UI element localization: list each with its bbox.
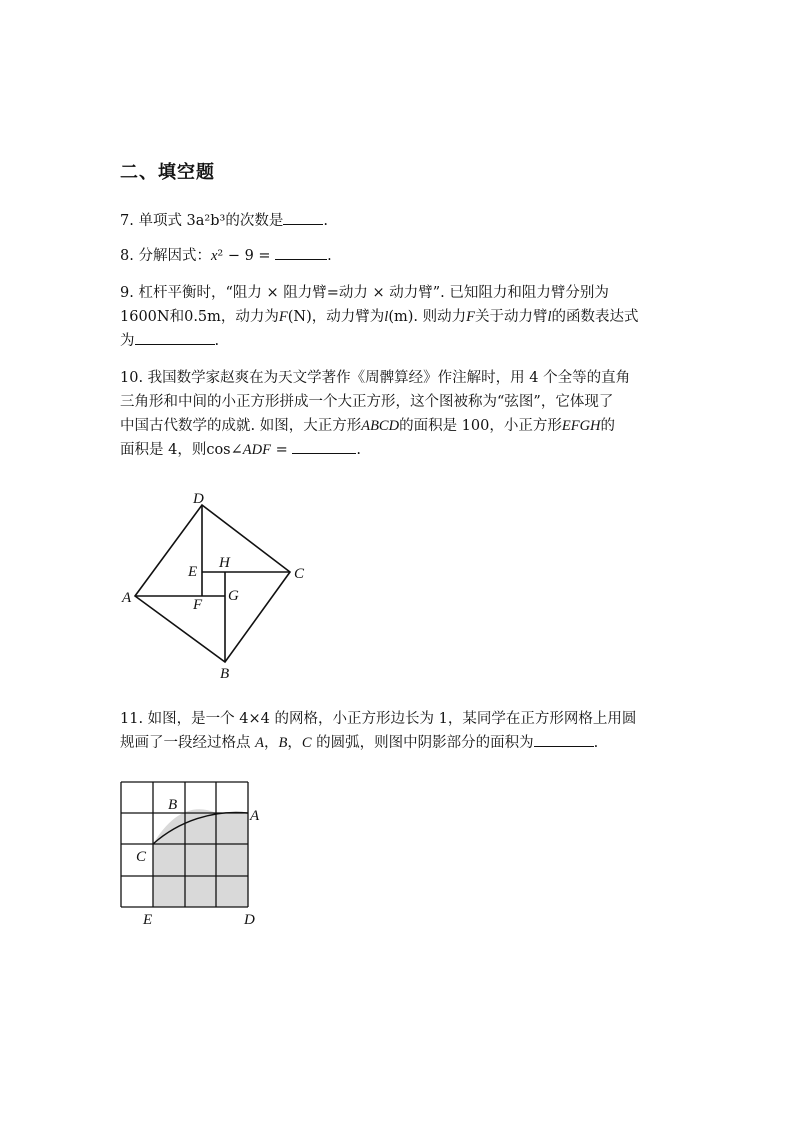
answer-blank[interactable] xyxy=(135,330,215,345)
label-D: D xyxy=(193,491,204,507)
question-9-line-2: 1600N和0.5m，动力为F(N)，动力臂为l(m). 则动力F关于动力臂l的函数表达式 xyxy=(120,309,639,325)
label-C: C xyxy=(136,849,147,865)
answer-blank[interactable] xyxy=(283,210,323,225)
question-11-line-1: 11. 如图，是一个 4×4 的网格，小正方形边长为 1，某同学在正方形网格上用圆 xyxy=(120,711,637,727)
label-H: H xyxy=(219,555,230,571)
section-title: 二、填空题 xyxy=(120,162,215,183)
label-C: C xyxy=(294,566,305,582)
label-A: A xyxy=(250,808,260,824)
answer-blank[interactable] xyxy=(275,245,327,260)
label-G: G xyxy=(228,588,239,604)
question-10-line-4: 面积是 4，则cos∠ADF = . xyxy=(120,438,361,462)
chord-diagram-figure xyxy=(110,486,320,686)
question-10-line-2: 三角形和中间的小正方形拼成一个大正方形，这个图被称为“弦图”，它体现了 xyxy=(120,394,614,410)
question-10-line-1: 10. 我国数学家赵爽在为天文学著作《周髀算经》作注解时，用 4 个全等的直角 xyxy=(120,370,631,386)
label-D: D xyxy=(244,912,255,928)
label-F: F xyxy=(193,597,203,613)
label-B: B xyxy=(220,666,230,682)
question-9-line-1: 9. 杠杆平衡时，“阻力 × 阻力臂=动力 × 动力臂”. 已知阻力和阻力臂分别为 xyxy=(120,285,609,301)
question-9-line-3: 为 . xyxy=(120,329,219,353)
shaded-region xyxy=(153,809,248,907)
question-7: 7. 单项式 3a²b³的次数是 . xyxy=(120,209,328,233)
answer-blank[interactable] xyxy=(534,732,594,747)
question-10-line-3: 中国古代数学的成就. 如图，大正方形ABCD的面积是 100，小正方形EFGH的 xyxy=(120,418,616,434)
label-E: E xyxy=(143,912,153,928)
outer-square xyxy=(135,505,290,662)
label-E: E xyxy=(188,564,198,580)
question-11-line-2: 规画了一段经过格点 A，B，C 的圆弧，则图中阴影部分的面积为 . xyxy=(120,731,598,755)
question-8: 8. 分解因式：x² − 9 = . xyxy=(120,244,332,268)
answer-blank[interactable] xyxy=(292,439,356,454)
question-7-text: 7. 单项式 3a²b³的次数是 xyxy=(120,213,284,229)
grid-arc-figure xyxy=(110,772,270,932)
label-B: B xyxy=(168,797,178,813)
label-A: A xyxy=(122,590,132,606)
